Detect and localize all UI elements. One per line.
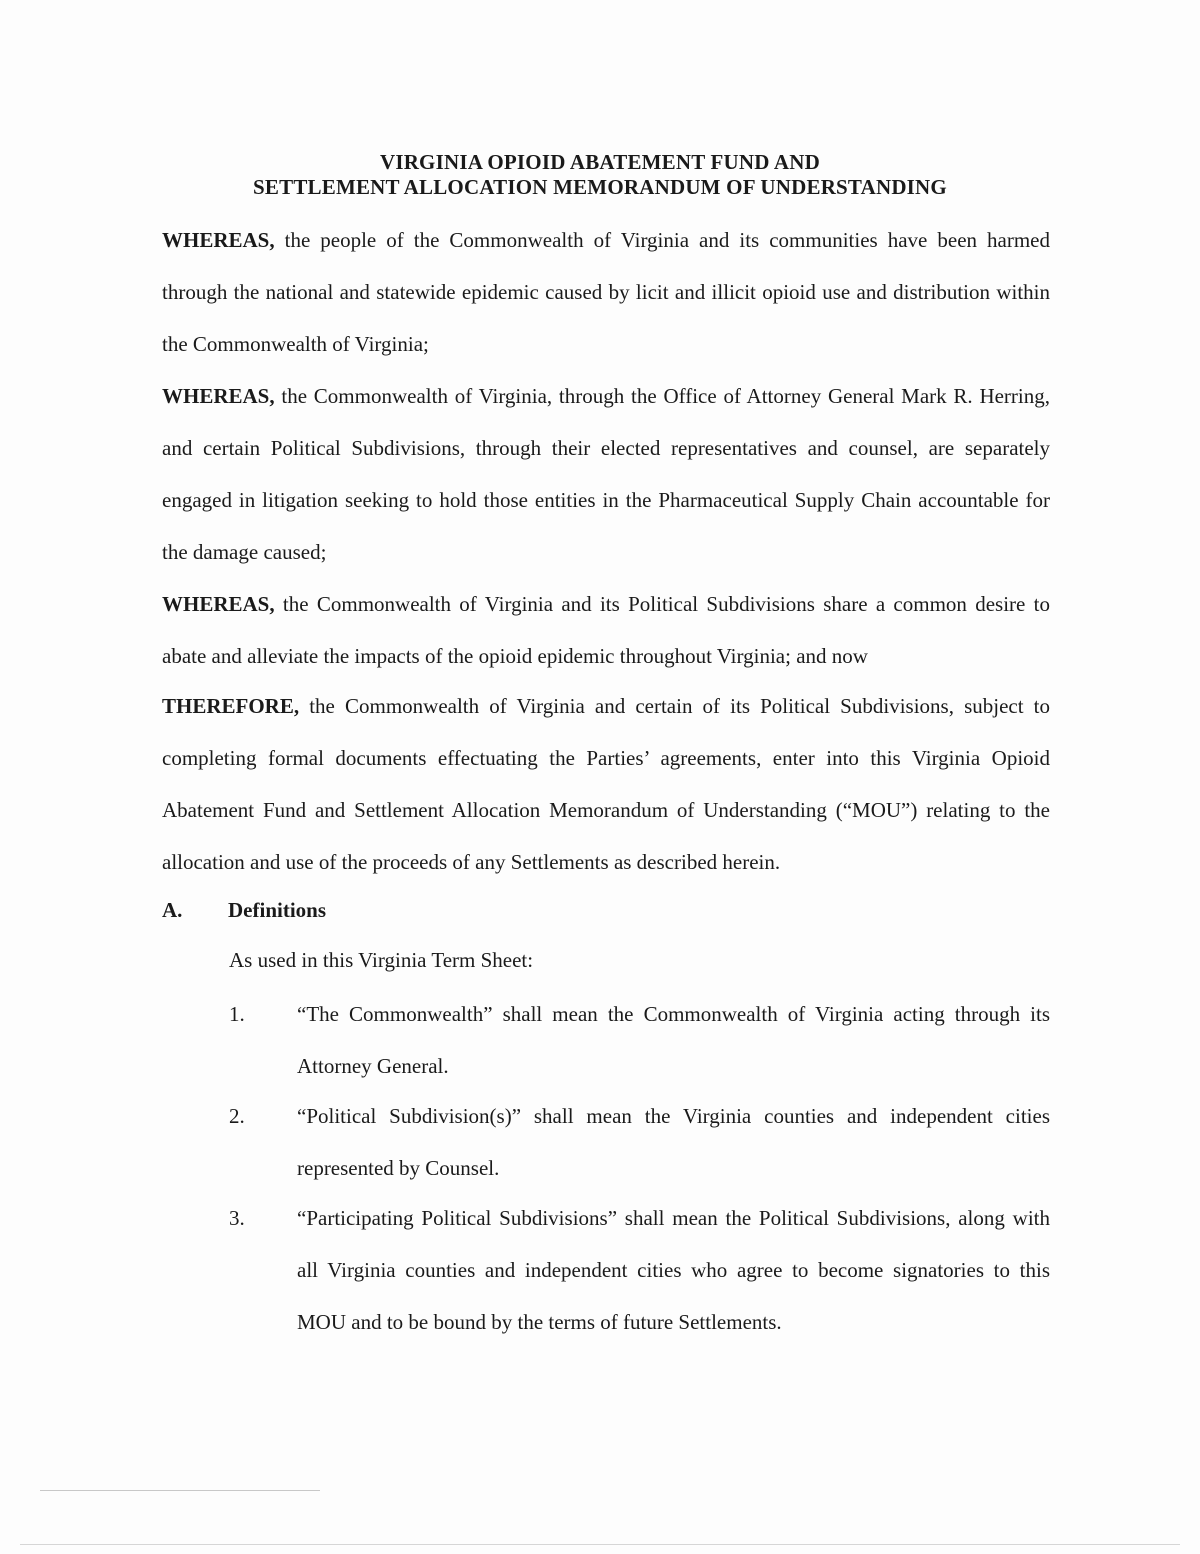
definition-text: “Participating Political Subdivisions” shall mean the Political Subdivisions, along with all Virginia counties and independent cities who agree to become signatories to this MOU and to be bound by the terms of future Settlements. — [297, 1206, 1050, 1334]
definition-text: “Political Subdivision(s)” shall mean the Virginia counties and independent cities represented by Counsel. — [297, 1104, 1050, 1180]
recital-3-lead: WHEREAS, — [162, 592, 275, 616]
section-a-heading — [162, 898, 326, 923]
definition-item — [229, 1090, 1050, 1194]
recital-2-lead: WHEREAS, — [162, 384, 275, 408]
definition-item — [229, 988, 1050, 1092]
recital-2 — [162, 370, 1050, 578]
definition-number: 2. — [229, 1104, 245, 1128]
document-title-line-1: VIRGINIA OPIOID ABATEMENT FUND AND — [379, 150, 821, 174]
recital-1 — [162, 214, 1050, 370]
therefore-lead: THEREFORE, — [162, 694, 300, 718]
footer-rule — [40, 1490, 320, 1491]
definition-number: 3. — [229, 1206, 245, 1230]
recital-3-text: the Commonwealth of Virginia and its Political Subdivisions share a common desire to abate and alleviate the impacts of the opioid epidemic throughout Virginia; and now — [162, 592, 1050, 668]
definition-item — [229, 1192, 1050, 1348]
document-title-line-2: SETTLEMENT ALLOCATION MEMORANDUM OF UNDERSTANDING — [253, 175, 947, 199]
recital-3 — [162, 578, 1050, 682]
section-a-title: Definitions — [228, 898, 327, 922]
recital-1-lead: WHEREAS, — [162, 228, 275, 252]
definitions-intro: As used in this Virginia Term Sheet: — [229, 948, 534, 972]
therefore-text: the Commonwealth of Virginia and certain of its Political Subdivisions, subject to completing formal documents effectuating the Parties’ agreements, enter into this Virginia Opioid Abatement Fund and Settlement Allocation Memorandum of Understanding (“MOU”) relating to the allocation and use of the proceeds of any Settlements as described herein. — [162, 694, 1050, 874]
section-a-letter: A. — [162, 898, 183, 922]
recital-1-text: the people of the Commonwealth of Virginia and its communities have been harmed through the national and statewide epidemic caused by licit and illicit opioid use and distribution within the Commonwealth of Virginia; — [162, 228, 1050, 356]
definition-text: “The Commonwealth” shall mean the Commonwealth of Virginia acting through its Attorney General. — [297, 1002, 1050, 1078]
definition-number: 1. — [229, 1002, 245, 1026]
page-bottom-rule — [20, 1544, 1180, 1545]
therefore-clause — [162, 680, 1050, 888]
recital-2-text: the Commonwealth of Virginia, through the Office of Attorney General Mark R. Herring, and certain Political Subdivisions, through their elected representatives and counsel, are separately engaged in litigation seeking to hold those entities in the Pharmaceutical Supply Chain accountable for the damage caused; — [162, 384, 1050, 564]
